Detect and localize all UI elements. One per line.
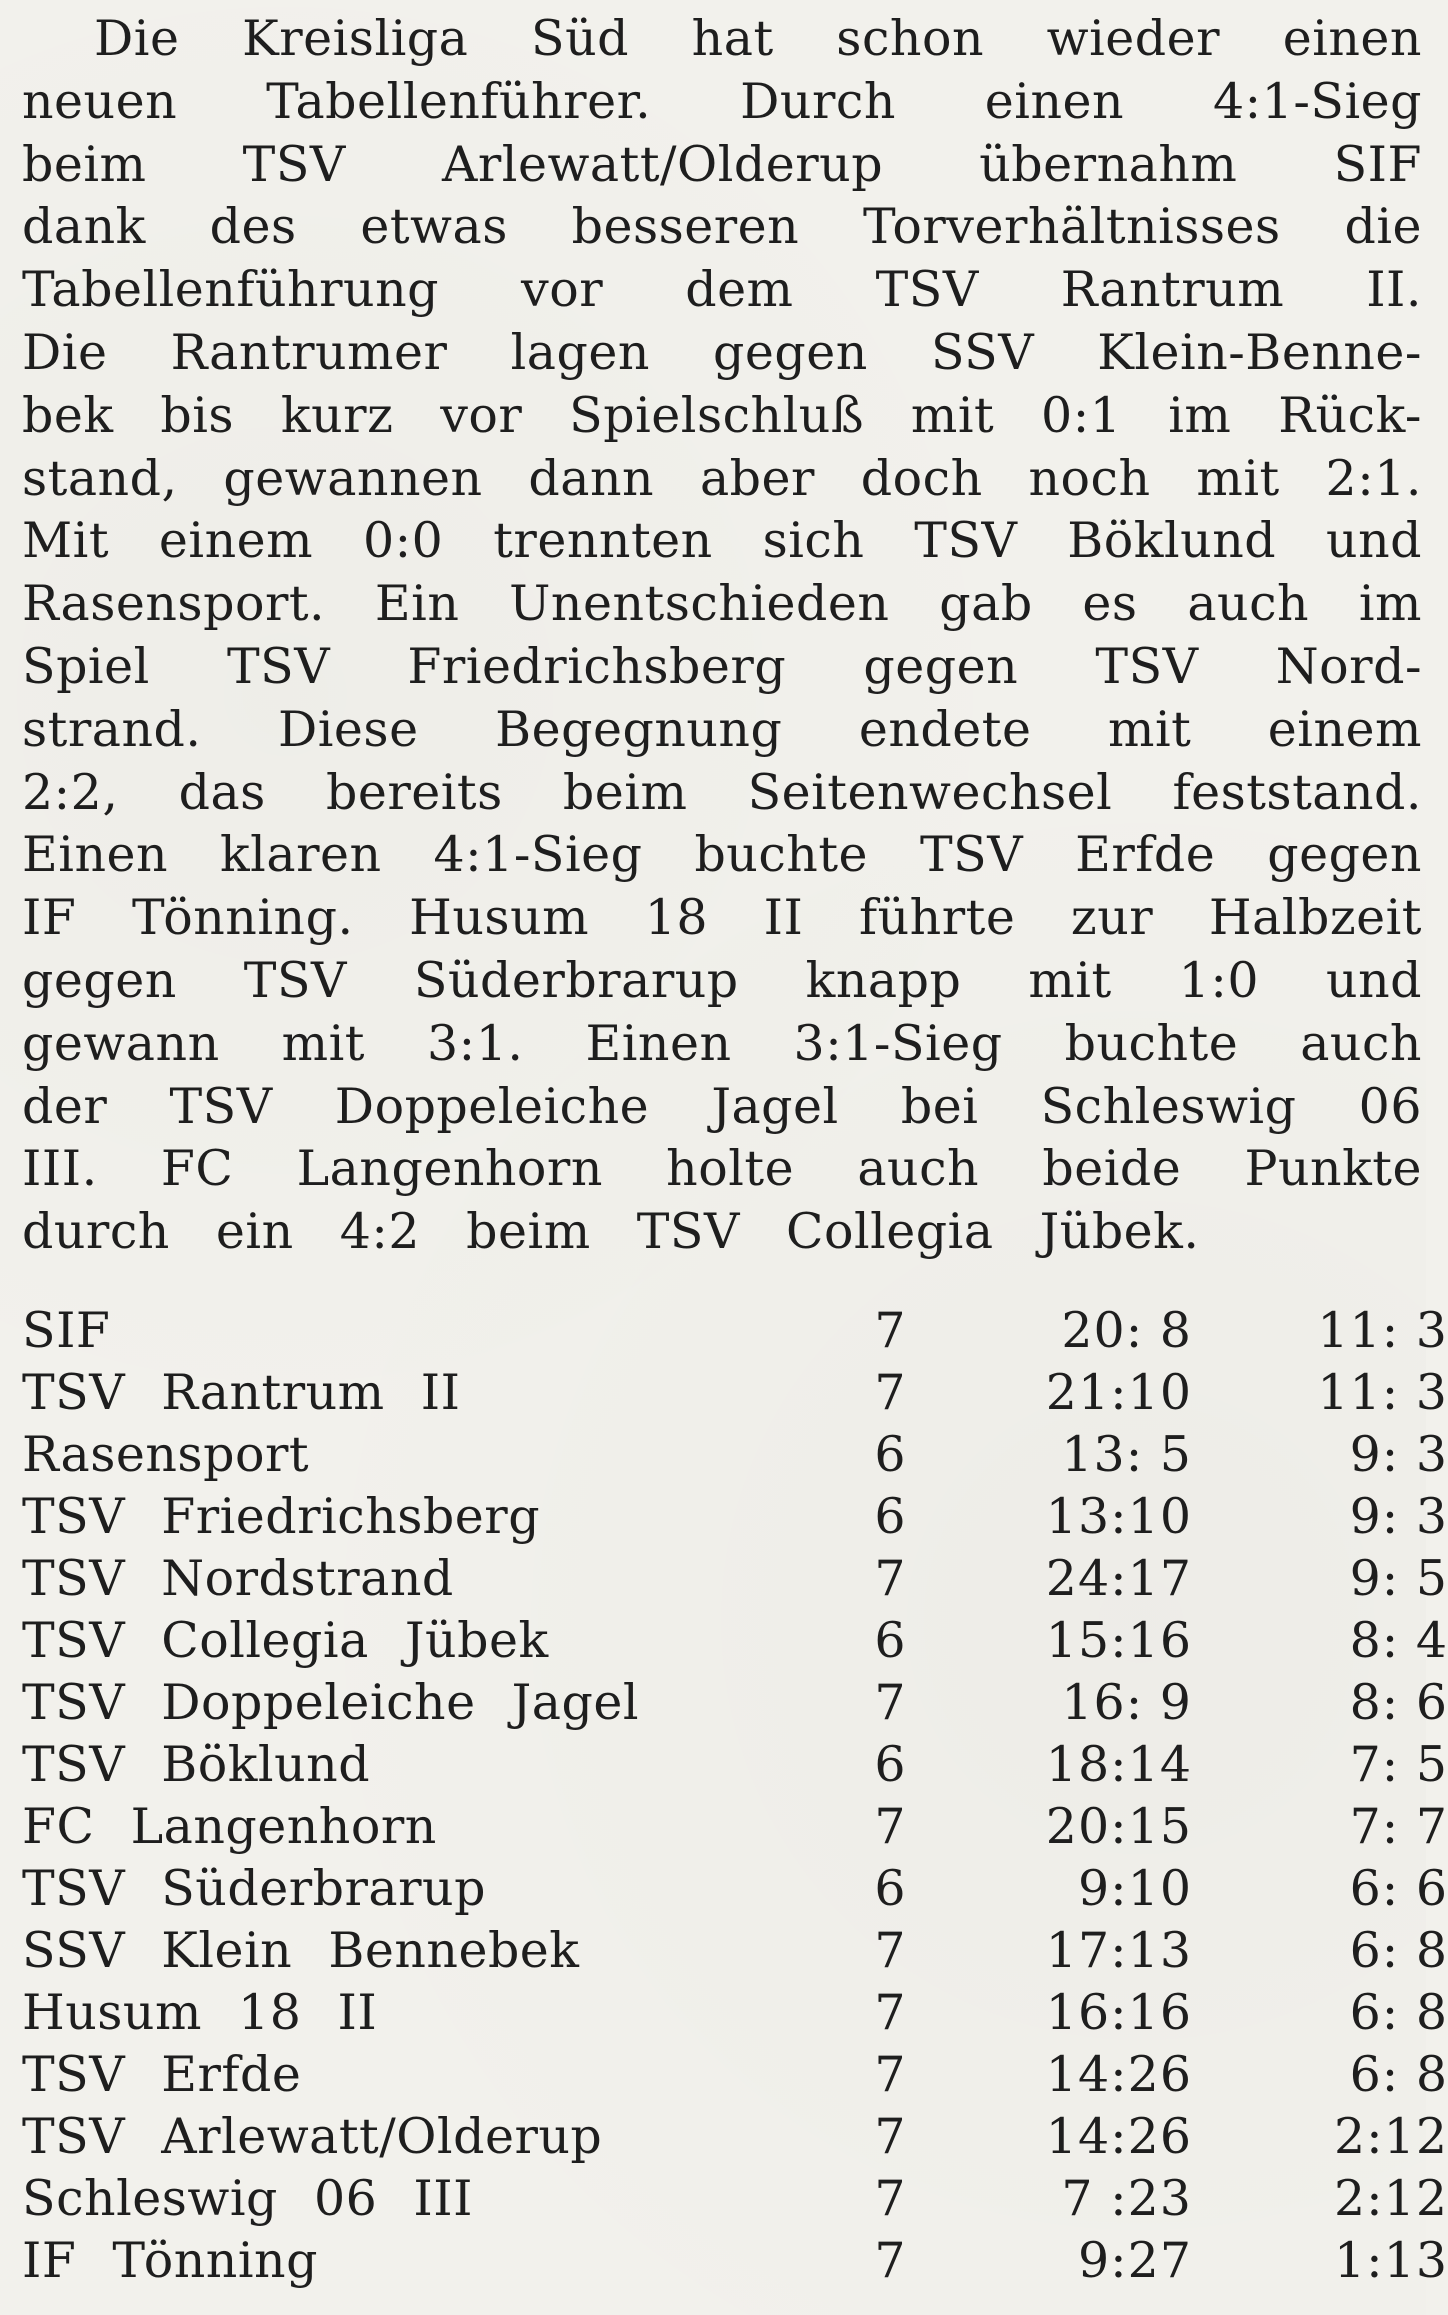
table-row xyxy=(22,2168,1448,2230)
team-name: Schleswig 06 III xyxy=(22,2170,473,2227)
points: 1:13 xyxy=(1333,2232,1448,2289)
games-played: 7 xyxy=(874,1550,906,1607)
points: 11: 3 xyxy=(1317,1364,1448,1421)
goal-ratio: 9:10 xyxy=(1077,1860,1192,1917)
table-row xyxy=(22,1858,1448,1920)
games-played: 6 xyxy=(874,1736,906,1793)
article-line: Rasensport. Ein Unentschieden gab es auch im xyxy=(22,575,1422,633)
table-row xyxy=(22,1734,1448,1796)
article-line: durch ein 4:2 beim TSV Collegia Jübek. xyxy=(22,1203,1200,1261)
goal-ratio: 17:13 xyxy=(1045,1922,1192,1979)
article-line: Die Kreisliga Süd hat schon wieder einen xyxy=(94,10,1422,67)
goal-ratio: 20: 8 xyxy=(1061,1302,1192,1359)
team-name: Husum 18 II xyxy=(22,1984,378,2041)
team-name: TSV Friedrichsberg xyxy=(22,1488,541,1545)
goal-ratio: 13: 5 xyxy=(1061,1426,1192,1483)
goal-ratio: 9:27 xyxy=(1077,2232,1192,2289)
article-line: Einen klaren 4:1-Sieg buchte TSV Erfde gegen xyxy=(22,826,1422,884)
table-row xyxy=(22,1548,1448,1610)
team-name: SSV Klein Bennebek xyxy=(22,1922,580,1979)
team-name: TSV Doppeleiche Jagel xyxy=(22,1674,640,1731)
goal-ratio: 20:15 xyxy=(1045,1798,1192,1855)
article-line: IF Tönning. Husum 18 II führte zur Halbzeit xyxy=(22,889,1422,947)
games-played: 6 xyxy=(874,1612,906,1669)
article-line: III. FC Langenhorn holte auch beide Punkte xyxy=(22,1140,1422,1198)
table-row xyxy=(22,1300,1448,1362)
article-line: der TSV Doppeleiche Jagel bei Schleswig 06 xyxy=(22,1077,1422,1135)
points: 9: 5 xyxy=(1349,1550,1448,1607)
table-row xyxy=(22,1362,1448,1424)
points: 7: 7 xyxy=(1349,1798,1448,1855)
games-played: 7 xyxy=(874,1674,906,1731)
games-played: 6 xyxy=(874,1860,906,1917)
games-played: 7 xyxy=(874,2046,906,2103)
article-line: Die Rantrumer lagen gegen SSV Klein-Benne- xyxy=(22,323,1422,381)
goal-ratio: 18:14 xyxy=(1045,1736,1192,1793)
article-line: beim TSV Arlewatt/Olderup übernahm SIF xyxy=(22,135,1422,193)
team-name: IF Tönning xyxy=(22,2232,318,2289)
points: 8: 6 xyxy=(1349,1674,1448,1731)
points: 11: 3 xyxy=(1317,1302,1448,1359)
table-row xyxy=(22,2106,1448,2168)
article-line: Tabellenführung vor dem TSV Rantrum II. xyxy=(22,261,1422,319)
team-name: TSV Collegia Jübek xyxy=(22,1612,549,1669)
games-played: 7 xyxy=(874,1922,906,1979)
games-played: 7 xyxy=(874,1798,906,1855)
games-played: 7 xyxy=(874,2108,906,2165)
table-row xyxy=(22,1982,1448,2044)
team-name: TSV Böklund xyxy=(22,1736,371,1793)
points: 7: 5 xyxy=(1349,1736,1448,1793)
goal-ratio: 13:10 xyxy=(1045,1488,1192,1545)
points: 6: 8 xyxy=(1349,2046,1448,2103)
article-line: 2:2, das bereits beim Seitenwechsel feststand. xyxy=(22,763,1422,821)
points: 9: 3 xyxy=(1349,1488,1448,1545)
article-text xyxy=(22,8,1422,1264)
table-row xyxy=(22,2044,1448,2106)
goal-ratio: 14:26 xyxy=(1045,2046,1192,2103)
team-name: TSV Nordstrand xyxy=(22,1550,454,1607)
article-line: strand. Diese Begegnung endete mit einem xyxy=(22,700,1422,758)
goal-ratio: 16: 9 xyxy=(1061,1674,1192,1731)
team-name: TSV Süderbrarup xyxy=(22,1860,486,1917)
goal-ratio: 16:16 xyxy=(1045,1984,1192,2041)
points: 8: 4 xyxy=(1349,1612,1448,1669)
goal-ratio: 15:16 xyxy=(1045,1612,1192,1669)
points: 2:12 xyxy=(1333,2170,1448,2227)
team-name: TSV Arlewatt/Olderup xyxy=(22,2108,603,2165)
article-line: stand, gewannen dann aber doch noch mit 2:1. xyxy=(22,449,1422,507)
points: 9: 3 xyxy=(1349,1426,1448,1483)
goal-ratio: 21:10 xyxy=(1045,1364,1192,1421)
article-line: gegen TSV Süderbrarup knapp mit 1:0 und xyxy=(22,951,1422,1009)
goal-ratio: 7 :23 xyxy=(1061,2170,1192,2227)
points: 6: 8 xyxy=(1349,1984,1448,2041)
article-line: dank des etwas besseren Torverhältnisses die xyxy=(22,198,1422,256)
games-played: 7 xyxy=(874,1984,906,2041)
games-played: 7 xyxy=(874,1302,906,1359)
points: 2:12 xyxy=(1333,2108,1448,2165)
team-name: TSV Rantrum II xyxy=(22,1364,461,1421)
league-table xyxy=(22,1300,1448,2292)
table-row xyxy=(22,1610,1448,1672)
team-name: SIF xyxy=(22,1302,111,1359)
points: 6: 8 xyxy=(1349,1922,1448,1979)
team-name: Rasensport xyxy=(22,1426,310,1483)
table-row xyxy=(22,1486,1448,1548)
table-row xyxy=(22,1920,1448,1982)
table-row xyxy=(22,1796,1448,1858)
games-played: 6 xyxy=(874,1426,906,1483)
goal-ratio: 14:26 xyxy=(1045,2108,1192,2165)
team-name: FC Langenhorn xyxy=(22,1798,437,1855)
article-line: Mit einem 0:0 trennten sich TSV Böklund und xyxy=(22,512,1422,570)
games-played: 7 xyxy=(874,2232,906,2289)
table-row xyxy=(22,1672,1448,1734)
games-played: 7 xyxy=(874,2170,906,2227)
team-name: TSV Erfde xyxy=(22,2046,302,2103)
goal-ratio: 24:17 xyxy=(1045,1550,1192,1607)
article-line: bek bis kurz vor Spielschluß mit 0:1 im Rück- xyxy=(22,386,1422,444)
games-played: 6 xyxy=(874,1488,906,1545)
article-line: neuen Tabellenführer. Durch einen 4:1-Sieg xyxy=(22,72,1422,130)
points: 6: 6 xyxy=(1349,1860,1448,1917)
article-line: gewann mit 3:1. Einen 3:1-Sieg buchte auch xyxy=(22,1014,1422,1072)
games-played: 7 xyxy=(874,1364,906,1421)
article-line: Spiel TSV Friedrichsberg gegen TSV Nord- xyxy=(22,637,1422,695)
table-row xyxy=(22,2230,1448,2292)
table-row xyxy=(22,1424,1448,1486)
